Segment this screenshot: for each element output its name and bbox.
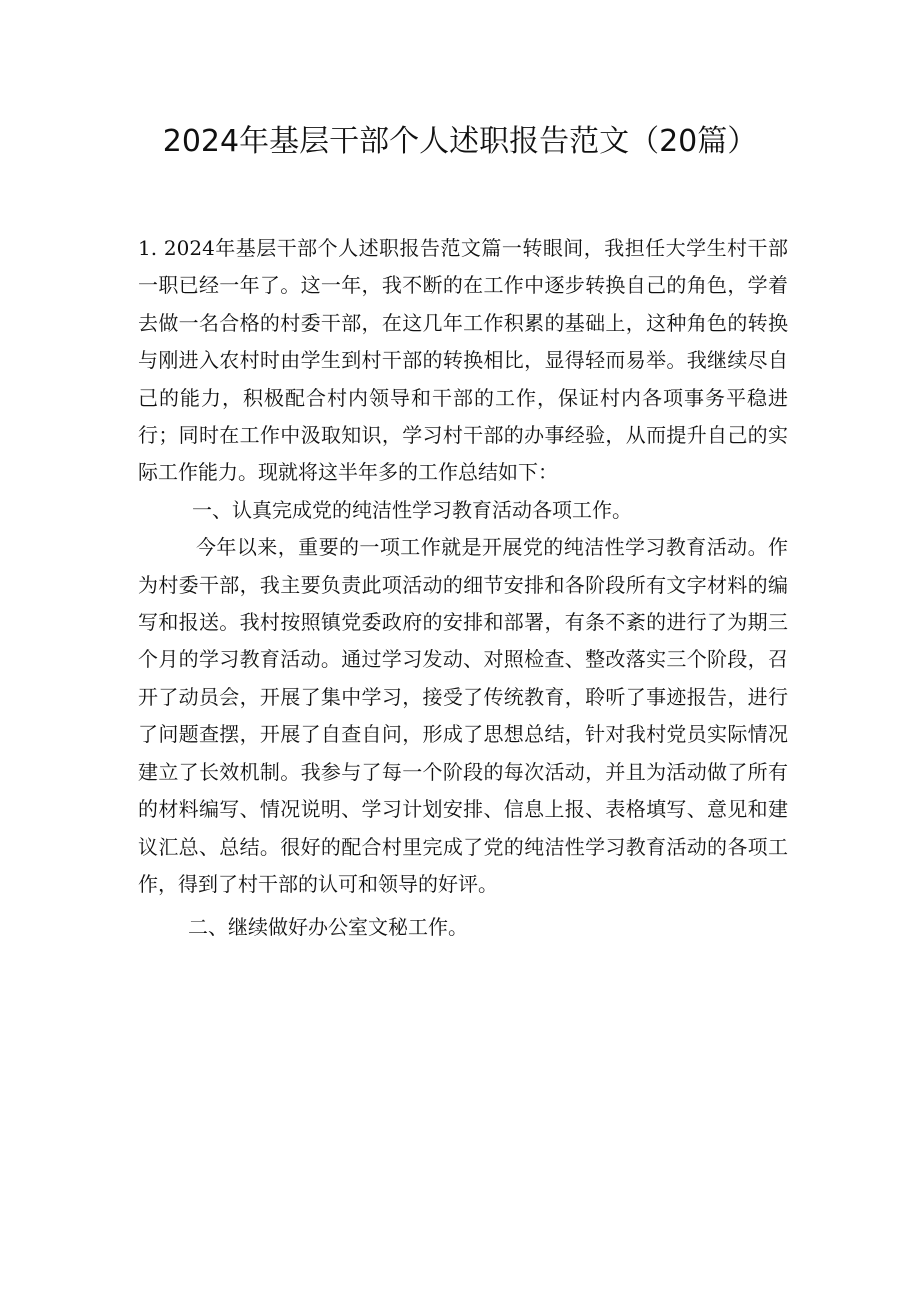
paragraph-section-1: 今年以来，重要的一项工作就是开展党的纯洁性学习教育活动。作为村委干部，我主要负责此项活动的细节安排和各阶段所有文字材料的编写和报送。我村按照镇党委政府的安排和部署，有条不紊的进行了为期三个月的学习教育活动。通过学习发动、对照检查、整改落实三个阶段，召开了动员会，开展了集中学习，接受了传统教育，聆听了事迹报告，进行了问题查摆，开展了自查自问，形成了思想总结，针对我村党员实际情况建立了长效机制。我参与了每一个阶段的每次活动，并且为活动做了所有的材料编写、情况说明、学习计划安排、信息上报、表格填写、意见和建议汇总、总结。很好的配合村里完成了党的纯洁性学习教育活动的各项工作，得到了村干部的认可和领导的好评。 <box>138 535 788 896</box>
section-heading-1: 一、认真完成党的纯洁性学习教育活动各项工作。 <box>192 497 632 522</box>
paragraph-intro: 1. 2024年基层干部个人述职报告范文篇一转眼间，我担任大学生村干部一职已经一年了。这一年，我不断的在工作中逐步转换自己的角色，学着去做一名合格的村委干部，在这几年工作积累的基础上，这种角色的转换与刚进入农村时由学生到村干部的转换相比，显得轻而易举。我继续尽自己的能力，积极配合村内领导和干部的工作，保证村内各项事务平稳进行；同时在工作中汲取知识，学习村干部的办事经验，从而提升自己的实际工作能力。现就将这半年多的工作总结如下： <box>138 236 788 485</box>
section-heading-2: 二、继续做好办公室文秘工作。 <box>188 915 468 940</box>
document-body <box>138 230 788 947</box>
document-title: 2024年基层干部个人述职报告范文（20篇） <box>162 124 758 159</box>
